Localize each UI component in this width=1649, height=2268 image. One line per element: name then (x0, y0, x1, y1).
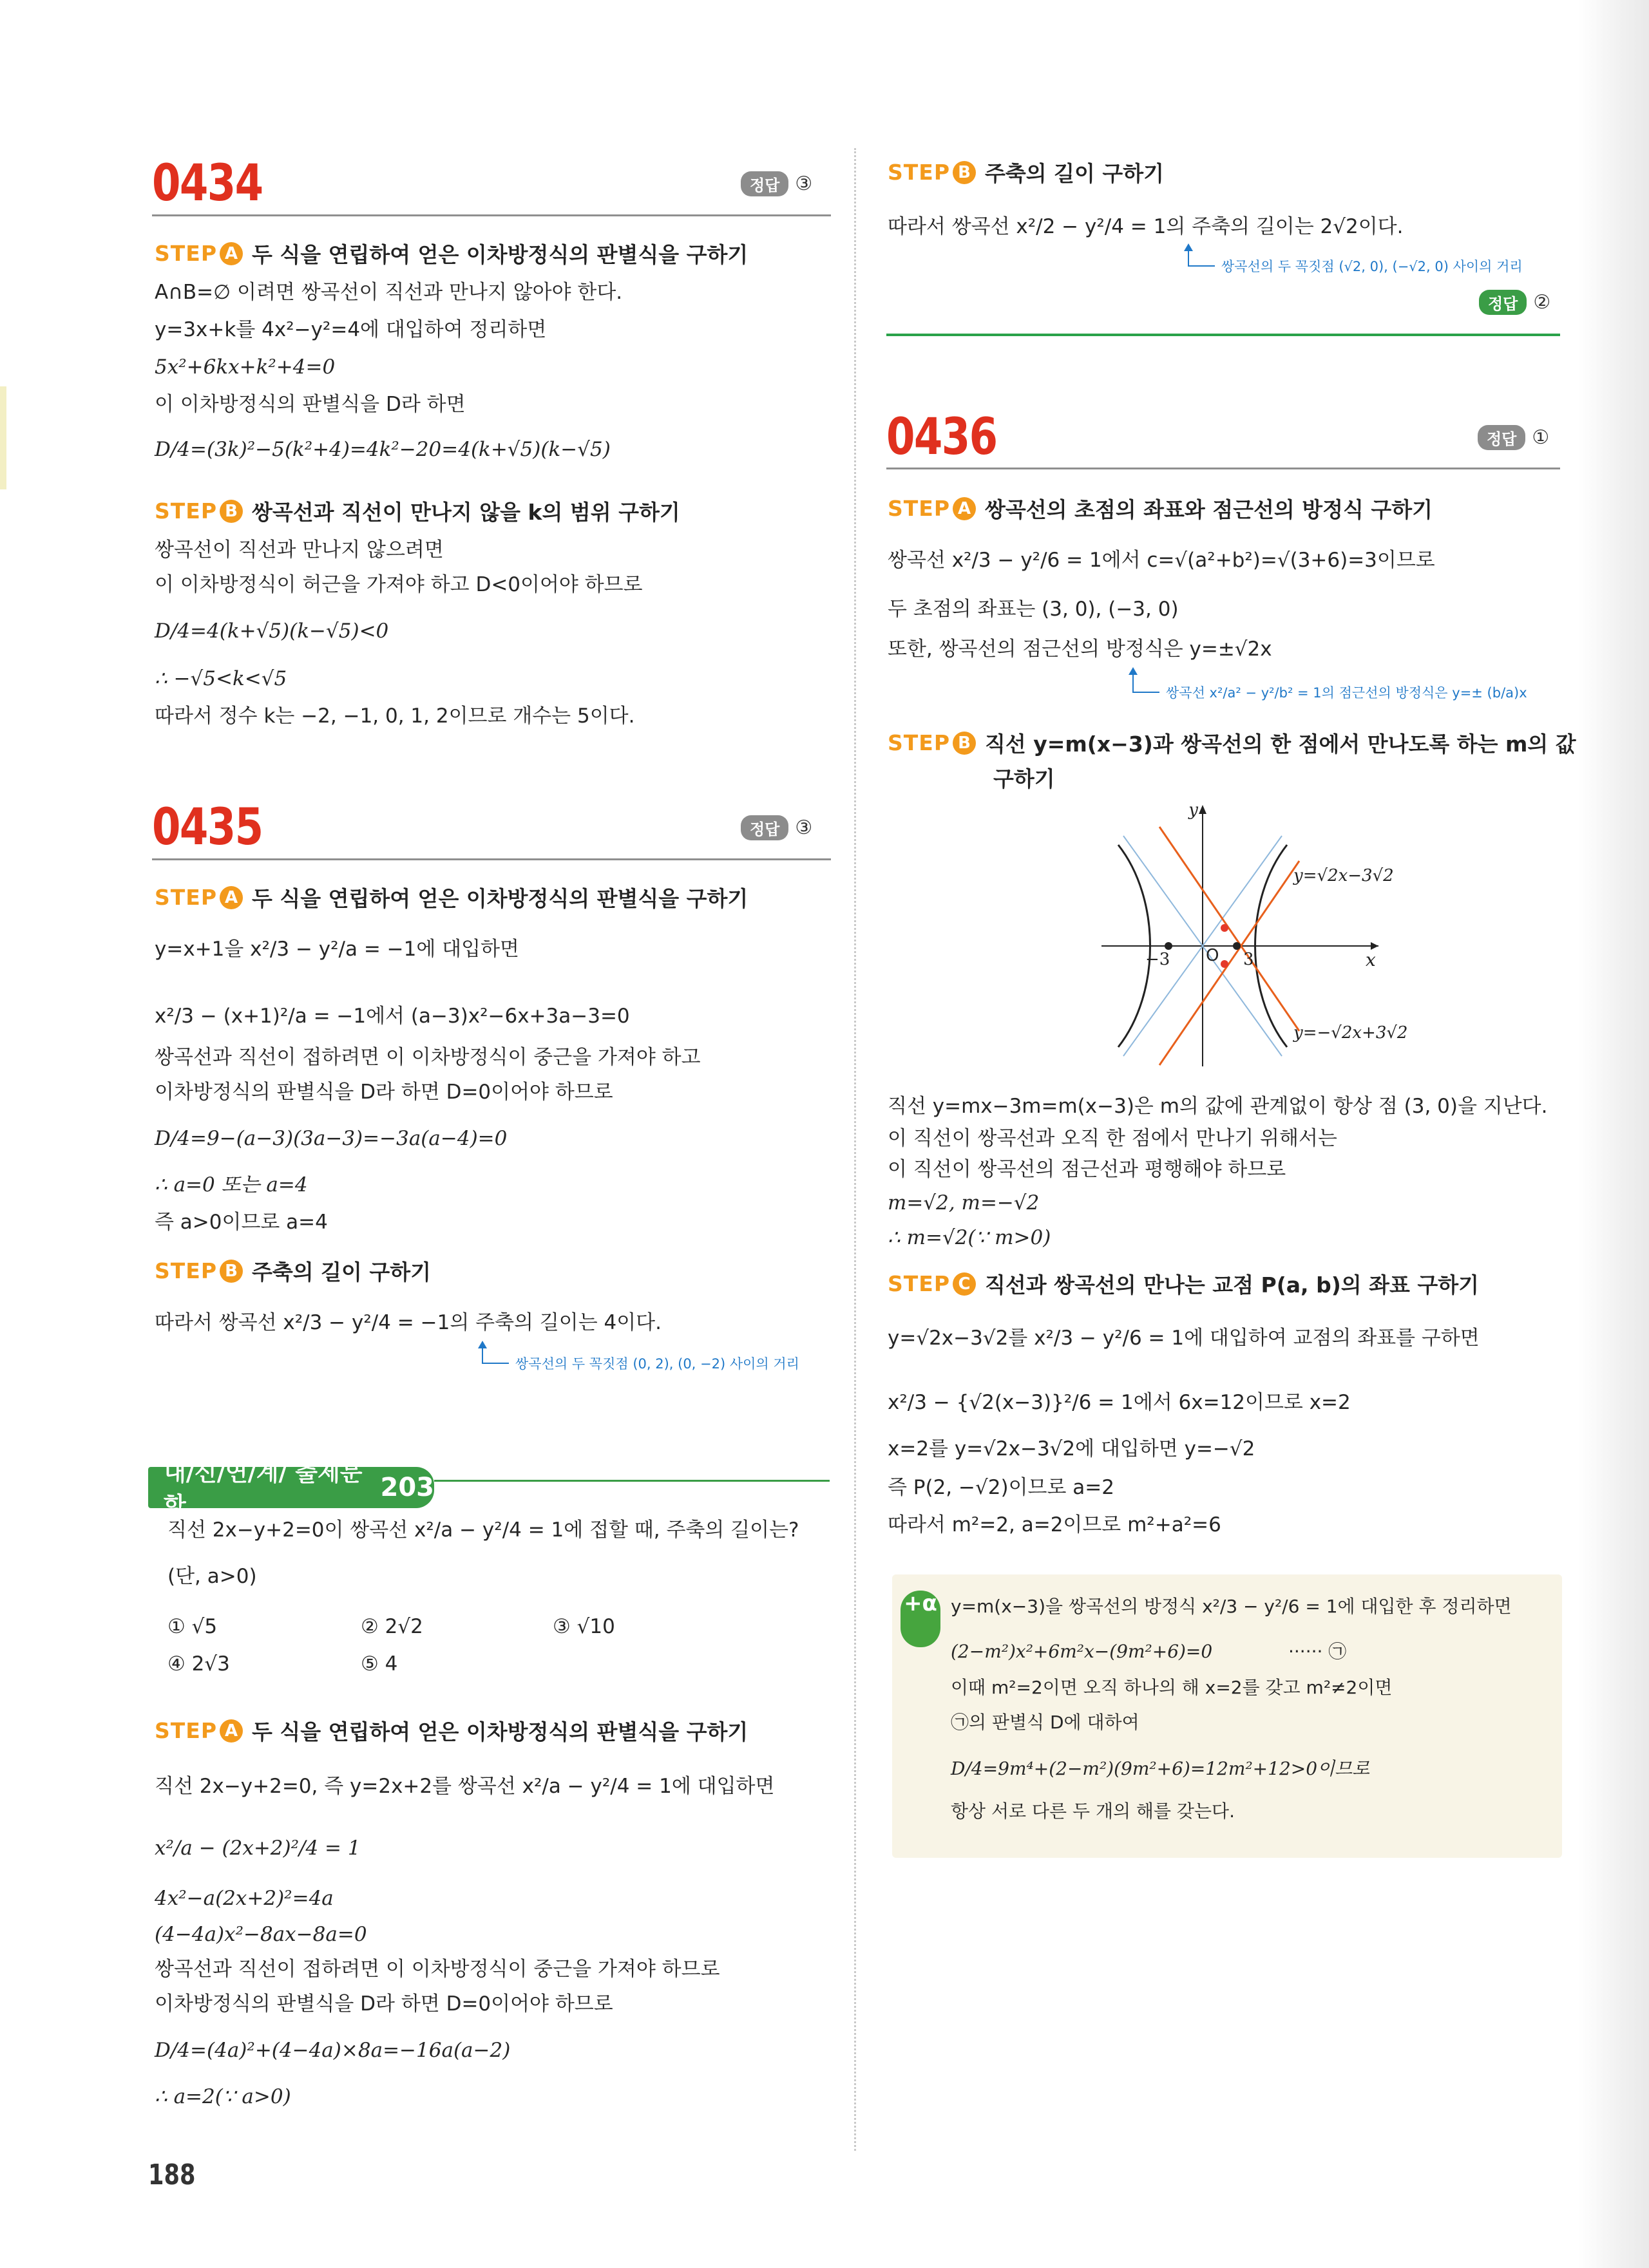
step-word: STEP (155, 1718, 218, 1743)
equation-line: ∴ a=0 또는 a=4 (155, 1173, 308, 1196)
page-number: 188 (148, 2159, 196, 2191)
note-connector (482, 1348, 509, 1364)
step-b-0434 (155, 496, 680, 526)
answer-value: ① (1532, 426, 1550, 449)
text-line: 이차방정식의 판별식을 D라 하면 D=0이어야 하므로 (155, 1992, 613, 2016)
text-line: 이 직선이 쌍곡선의 점근선과 평행해야 하므로 (888, 1158, 1286, 1181)
text-line: x²/3 − (x+1)²/a = −1에서 (a−3)x²−6x+3a−3=0 (155, 1005, 630, 1028)
step-title-continued: 구하기 (993, 766, 1055, 791)
text-line: 두 초점의 좌표는 (3, 0), (−3, 0) (888, 598, 1179, 621)
answer-value: ② (1533, 291, 1551, 314)
step-letter-badge: A (220, 886, 243, 909)
text-line: 이 직선이 쌍곡선과 오직 한 점에서 만나기 위해서는 (888, 1127, 1337, 1150)
page-edge-shadow (1578, 0, 1649, 2268)
equation-line: 5x²+6kx+k²+4=0 (155, 355, 336, 379)
section-rule (886, 334, 1560, 336)
left-focus-point (1165, 942, 1172, 950)
step-title: 두 식을 연립하여 얻은 이차방정식의 판별식을 구하기 (252, 1719, 748, 1744)
step-word: STEP (888, 160, 951, 185)
text-line: 이차방정식의 판별식을 D라 하면 D=0이어야 하므로 (155, 1081, 613, 1104)
problem-number-0434: 0434 (152, 155, 263, 213)
tip-line: 이때 m²=2이면 오직 하나의 해 x=2를 갖고 m²≠2이면 (951, 1677, 1393, 1698)
answer-0436 (1478, 425, 1549, 450)
step-title: 쌍곡선과 직선이 만나지 않을 k의 범위 구하기 (252, 500, 680, 525)
text-line: 즉 P(2, −√2)이므로 a=2 (888, 1476, 1114, 1499)
link-banner (148, 1460, 434, 1519)
problem-number-0436: 0436 (886, 408, 997, 466)
equation-line: m=√2, m=−√2 (888, 1191, 1040, 1214)
text-line: 이 이차방정식의 판별식을 D라 하면 (155, 393, 466, 416)
y-axis-arrow-icon (1199, 805, 1206, 814)
right-focus-label: 3 (1243, 950, 1254, 969)
text-line: 직선 2x−y+2=0, 즉 y=2x+2를 쌍곡선 x²/a − y²/4 = 1에 대입하면 (155, 1775, 775, 1798)
tip-line: ㉠의 판별식 D에 대하여 (951, 1712, 1139, 1733)
text-line: 따라서 m²=2, a=2이므로 m²+a²=6 (888, 1513, 1221, 1536)
step-b-0434-cont (888, 157, 1164, 187)
text-line: 쌍곡선 x²/3 − y²/6 = 1에서 c=√(a²+b²)=√(3+6)=3이므로 (888, 549, 1435, 572)
text-line: 따라서 쌍곡선 x²/2 − y²/4 = 1의 주축의 길이는 2√2이다. (888, 215, 1404, 238)
text-line: x²/3 − {√2(x−3)}²/6 = 1에서 6x=12이므로 x=2 (888, 1391, 1351, 1414)
tip-equation-tag: ······ ㉠ (1288, 1641, 1347, 1662)
equation-line: D/4=4(k+√5)(k−√5)<0 (155, 619, 389, 643)
lower-line-label: y=−√2x+3√2 (1293, 1023, 1408, 1043)
text-line: y=√2x−3√2를 x²/3 − y²/6 = 1에 대입하여 교점의 좌표를 구하면 (888, 1327, 1480, 1350)
tip-line: y=m(x−3)을 쌍곡선의 방정식 x²/3 − y²/6 = 1에 대입한 후 정리하면 (951, 1596, 1512, 1617)
choice-4: ④ 2√3 (167, 1652, 230, 1676)
step-word: STEP (888, 730, 951, 755)
step-a-link (155, 1715, 748, 1746)
text-line: 쌍곡선과 직선이 접하려면 이 이차방정식이 중근을 가져야 하고 (155, 1046, 701, 1069)
step-letter-badge: A (220, 1719, 243, 1743)
text-line: 따라서 쌍곡선 x²/3 − y²/4 = −1의 주축의 길이는 4이다. (155, 1311, 662, 1334)
equation-line: (4−4a)x²−8ax−8a=0 (155, 1923, 367, 1946)
step-letter-badge: C (953, 1272, 976, 1296)
text-line: 또한, 쌍곡선의 점근선의 방정식은 y=±√2x (888, 638, 1272, 661)
note-connector (1188, 251, 1215, 267)
right-focus-point (1233, 942, 1241, 950)
link-banner-number: 203 (380, 1473, 434, 1502)
step-word: STEP (888, 1271, 951, 1296)
text-line: 따라서 정수 k는 −2, −1, 0, 1, 2이므로 개수는 5이다. (155, 704, 635, 728)
note-arrow-icon (1184, 243, 1193, 251)
note-text: 쌍곡선의 두 꼭짓점 (0, 2), (0, −2) 사이의 거리 (515, 1356, 799, 1372)
link-banner-label: 내/신/연/계/ 출제문항 (164, 1460, 363, 1519)
equation-line: ∴ −√5<k<√5 (155, 667, 287, 690)
link-rule (434, 1480, 830, 1482)
question-condition: (단, a>0) (167, 1565, 257, 1588)
step-b-0436 (888, 728, 1576, 758)
answer-label-pill: 정답 (741, 171, 788, 196)
note-text: 쌍곡선의 두 꼭짓점 (√2, 0), (−√2, 0) 사이의 거리 (1221, 259, 1523, 274)
step-title: 쌍곡선의 초점의 좌표와 점근선의 방정식 구하기 (985, 497, 1433, 522)
answer-0434 (741, 171, 812, 196)
note-text: 쌍곡선 x²/a² − y²/b² = 1의 점근선의 방정식은 y=± (b/a)x (1166, 685, 1527, 701)
answer-0435 (741, 815, 812, 840)
equation-line: x²/a − (2x+2)²/4 = 1 (155, 1837, 361, 1860)
step-title: 두 식을 연립하여 얻은 이차방정식의 판별식을 구하기 (252, 886, 748, 911)
plus-alpha-icon: +α (901, 1591, 940, 1647)
hyperbola-graph (1089, 796, 1475, 1079)
problem-number-0435: 0435 (152, 799, 263, 856)
tip-equation: (2−m²)x²+6m²x−(9m²+6)=0 (951, 1641, 1213, 1662)
step-a-0434 (155, 238, 748, 269)
answer-value: ③ (795, 173, 813, 195)
equation-line: 4x²−a(2x+2)²=4a (155, 1887, 334, 1910)
question-text: 직선 2x−y+2=0이 쌍곡선 x²/a − y²/4 = 1에 접할 때, 주축의 길이는? (167, 1518, 799, 1542)
step-title: 직선 y=m(x−3)과 쌍곡선의 한 점에서 만나도록 하는 m의 값 (985, 732, 1576, 757)
step-word: STEP (888, 496, 951, 521)
equation-line: ∴ m=√2(∵ m>0) (888, 1226, 1051, 1249)
tangent-point-lower (1221, 960, 1228, 968)
step-word: STEP (155, 885, 218, 910)
step-title: 직선과 쌍곡선의 만나는 교점 P(a, b)의 좌표 구하기 (985, 1272, 1480, 1298)
answer-label-pill: 정답 (741, 815, 788, 840)
answer-label-pill: 정답 (1478, 425, 1525, 450)
step-word: STEP (155, 1258, 218, 1283)
step-c-0436 (888, 1269, 1479, 1299)
step-word: STEP (155, 498, 218, 524)
header-rule (152, 858, 831, 860)
note-connector (1132, 675, 1159, 693)
x-axis-label: x (1366, 949, 1376, 970)
step-letter-badge: A (953, 497, 976, 520)
equation-line: D/4=(3k)²−5(k²+4)=4k²−20=4(k+√5)(k−√5) (155, 438, 611, 461)
step-word: STEP (155, 241, 218, 266)
step-title: 주축의 길이 구하기 (252, 1260, 432, 1285)
text-line: 즉 a>0이므로 a=4 (155, 1211, 328, 1234)
tip-line: 항상 서로 다른 두 개의 해를 갖는다. (951, 1800, 1235, 1822)
column-divider (854, 148, 856, 2151)
text-line: 이 이차방정식이 허근을 가져야 하고 D<0이어야 하므로 (155, 573, 643, 596)
origin-label: O (1206, 946, 1219, 965)
answer-label-pill: 정답 (1479, 290, 1527, 315)
step-letter-badge: B (220, 1260, 243, 1283)
tangent-point-upper (1221, 924, 1228, 932)
step-letter-badge: B (953, 732, 976, 755)
answer-value: ③ (795, 817, 813, 839)
choice-3: ③ √10 (553, 1615, 615, 1638)
text-line: 쌍곡선과 직선이 접하려면 이 이차방정식이 중근을 가져야 하므로 (155, 1958, 720, 1981)
header-rule (152, 214, 831, 216)
header-rule (886, 468, 1560, 469)
note-arrow-icon (478, 1341, 487, 1348)
tip-equation: D/4=9m⁴+(2−m²)(9m²+6)=12m²+12>0이므로 (951, 1758, 1370, 1779)
text-line: 직선 y=mx−3m=m(x−3)은 m의 값에 관계없이 항상 점 (3, 0)을 지난다. (888, 1095, 1548, 1118)
choice-1: ① √5 (167, 1615, 218, 1638)
step-title: 주축의 길이 구하기 (985, 161, 1165, 186)
text-line: x=2를 y=√2x−3√2에 대입하면 y=−√2 (888, 1437, 1255, 1460)
left-focus-label: −3 (1145, 950, 1170, 969)
step-b-0435 (155, 1256, 431, 1286)
text-line: A∩B=∅ 이려면 쌍곡선이 직선과 만나지 않아야 한다. (155, 281, 623, 304)
answer-0434-final (1479, 290, 1550, 315)
margin-mark (0, 386, 6, 489)
step-a-0436 (888, 493, 1433, 524)
step-a-0435 (155, 882, 748, 912)
step-title: 두 식을 연립하여 얻은 이차방정식의 판별식을 구하기 (252, 242, 748, 267)
step-letter-badge: A (220, 242, 243, 265)
text-line: 쌍곡선이 직선과 만나지 않으려면 (155, 538, 444, 562)
upper-line-label: y=√2x−3√2 (1293, 866, 1394, 885)
step-letter-badge: B (220, 500, 243, 523)
equation-line: D/4=9−(a−3)(3a−3)=−3a(a−4)=0 (155, 1127, 508, 1150)
text-line: y=3x+k를 4x²−y²=4에 대입하여 정리하면 (155, 318, 547, 341)
y-axis-label: y (1188, 800, 1198, 820)
note-arrow-icon (1129, 667, 1138, 675)
choice-5: ⑤ 4 (361, 1652, 398, 1676)
step-letter-badge: B (953, 161, 976, 184)
text-line: y=x+1을 x²/3 − y²/a = −1에 대입하면 (155, 938, 519, 961)
choice-2: ② 2√2 (361, 1615, 423, 1638)
equation-line: D/4=(4a)²+(4−4a)×8a=−16a(a−2) (155, 2039, 511, 2062)
equation-line: ∴ a=2(∵ a>0) (155, 2085, 291, 2108)
